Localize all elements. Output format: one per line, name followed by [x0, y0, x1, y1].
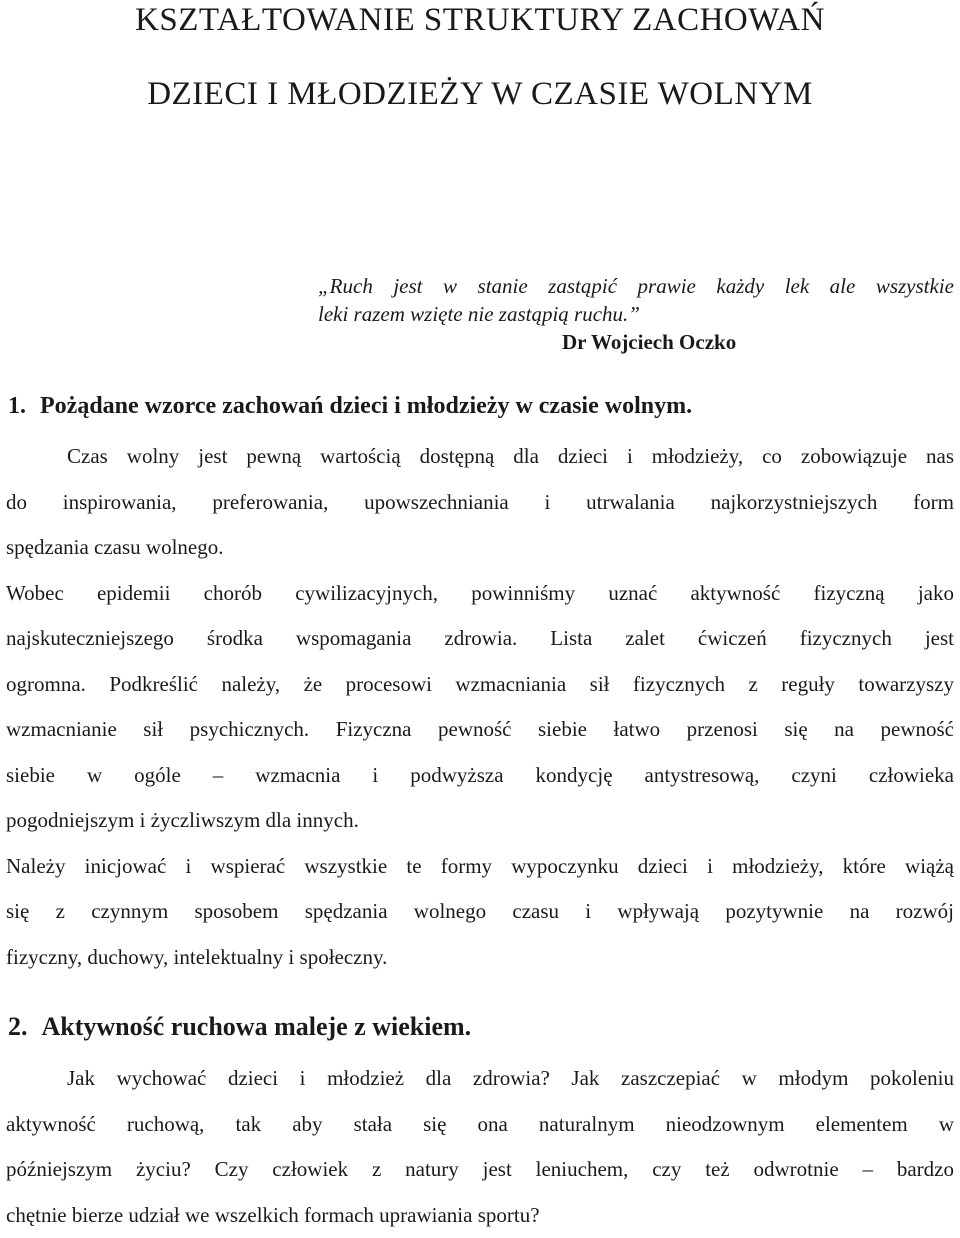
- paragraph-line: późniejszym życiu? Czy człowiek z natury jest leniuchem, czy też odwrotnie – bardzo: [6, 1147, 954, 1193]
- section-2-title: Aktywność ruchowa maleje z wiekiem.: [42, 1012, 472, 1041]
- section-1-heading: [8, 393, 692, 420]
- motto-line-2: leki razem wzięte nie zastąpią ruchu.”: [318, 300, 954, 328]
- paragraph-line: aktywność ruchową, tak aby stała się ona naturalnym nieodzownym elementem w: [6, 1102, 954, 1148]
- paragraph-line: spędzania czasu wolnego.: [6, 525, 954, 571]
- paragraph-line: pogodniejszym i życzliwszym dla innych.: [6, 798, 954, 844]
- paragraph-line: Czas wolny jest pewną wartością dostępną dla dzieci i młodzieży, co zobowiązuje nas: [6, 434, 954, 480]
- section-2-number: 2.: [8, 1012, 28, 1041]
- paragraph-line: fizyczny, duchowy, intelektualny i społeczny.: [6, 935, 954, 981]
- paragraph-line: Jak wychować dzieci i młodzież dla zdrowia? Jak zaszczepiać w młodym pokoleniu: [6, 1056, 954, 1102]
- section-1-number: 1.: [8, 393, 26, 419]
- paragraph-line: chętnie bierze udział we wszelkich formach uprawiania sportu?: [6, 1193, 954, 1238]
- section-1-title: Pożądane wzorce zachowań dzieci i młodzieży w czasie wolnym.: [40, 393, 692, 419]
- motto-author: Dr Wojciech Oczko: [562, 330, 736, 355]
- section-1-body: [6, 434, 954, 980]
- paragraph-line: się z czynnym sposobem spędzania wolnego czasu i wpływają pozytywnie na rozwój: [6, 889, 954, 935]
- motto-line-1: „Ruch jest w stanie zastąpić prawie każdy lek ale wszystkie: [318, 272, 954, 300]
- paragraph-line: Wobec epidemii chorób cywilizacyjnych, powinniśmy uznać aktywność fizyczną jako: [6, 571, 954, 617]
- section-2-body: [6, 1056, 954, 1238]
- paragraph-line: najskuteczniejszego środka wspomagania zdrowia. Lista zalet ćwiczeń fizycznych jest: [6, 616, 954, 662]
- paragraph-line: ogromna. Podkreślić należy, że procesowi wzmacniania sił fizycznych z reguły towarzyszy: [6, 662, 954, 708]
- paragraph-line: siebie w ogóle – wzmacnia i podwyższa kondycję antystresową, czyni człowieka: [6, 753, 954, 799]
- paragraph-line: do inspirowania, preferowania, upowszechniania i utrwalania najkorzystniejszych form: [6, 480, 954, 526]
- paragraph-line: Należy inicjować i wspierać wszystkie te formy wypoczynku dzieci i młodzieży, które wiążą: [6, 844, 954, 890]
- document-title-line-1: KSZTAŁTOWANIE STRUKTURY ZACHOWAŃ: [0, 2, 960, 39]
- paragraph-line: wzmacnianie sił psychicznych. Fizyczna pewność siebie łatwo przenosi się na pewność: [6, 707, 954, 753]
- document-title-line-2: DZIECI I MŁODZIEŻY W CZASIE WOLNYM: [0, 76, 960, 113]
- section-2-heading: [8, 1012, 471, 1042]
